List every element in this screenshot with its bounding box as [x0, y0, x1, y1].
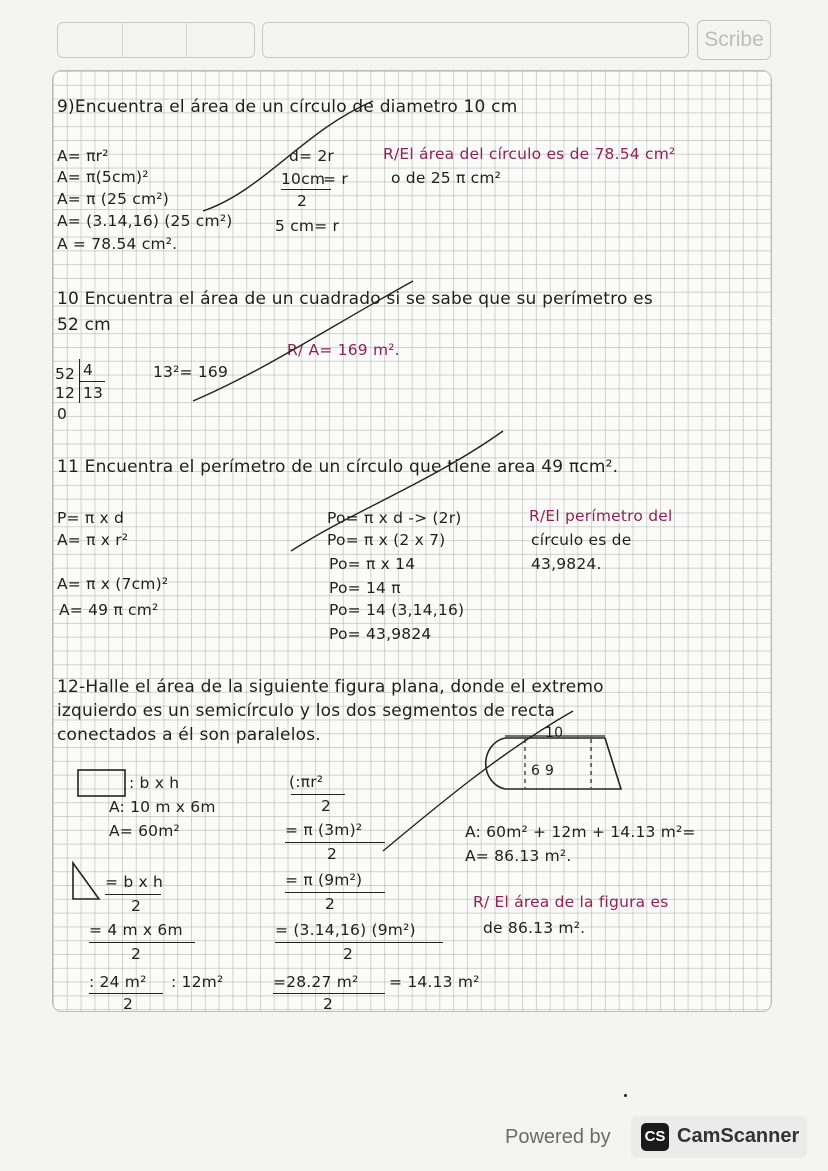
q9-title: 9)Encuentra el área de un círculo de diametro 10 cm: [57, 97, 518, 117]
q10-title: 10 Encuentra el área de un cuadrado si se sabe que su perímetro es: [57, 289, 653, 309]
q11-area-2: A= 49 π cm²: [59, 601, 159, 619]
q10-div-dividend: 52: [55, 365, 76, 383]
q9-answer-line2: o de 25 π cm²: [391, 169, 502, 187]
q12-semi5-result: = 14.13 m²: [389, 973, 480, 991]
q9-line-5: A = 78.54 cm².: [57, 235, 178, 253]
q12-semi-den: 2: [321, 797, 332, 815]
q11-answer-line3: 43,9824.: [531, 555, 602, 573]
q10-div-partial: 12: [55, 384, 76, 402]
q10-div-divisor: 4: [83, 361, 94, 379]
q12-rect-eq: : b x h: [129, 774, 180, 792]
q12-tri-den: 2: [131, 897, 142, 915]
q12-semi2-num: = π (3m)²: [285, 821, 363, 839]
q12-tri-num: = b x h: [105, 873, 164, 891]
q10-div-remainder: 0: [57, 405, 68, 423]
q12-rect-line2: A= 60m²: [109, 822, 180, 840]
q12-sum-1: A: 60m² + 12m + 14.13 m²=: [465, 823, 696, 841]
top-bar: [0, 0, 828, 70]
camscanner-brand: CamScanner: [677, 1125, 800, 1147]
q12-semi2-den: 2: [327, 845, 338, 863]
camscanner-logo-icon: CS: [641, 1123, 669, 1151]
notebook-page: [52, 70, 772, 1012]
q12-title-2: izquierdo es un semicírculo y los dos segmentos de recta: [57, 701, 556, 721]
q12-semi5-num: =28.27 m²: [273, 973, 359, 991]
q9-answer-line1: R/El área del círculo es de 78.54 cm²: [383, 145, 676, 163]
q9-diameter-eq-r: = r: [323, 170, 348, 188]
q9-line-2: A= π(5cm)²: [57, 168, 149, 186]
q12-sum-2: A= 86.13 m².: [465, 847, 572, 865]
q11-answer-line1: R/El perímetro del: [529, 507, 673, 525]
q9-diameter-eq: d= 2r: [289, 147, 334, 165]
q10-title-2: 52 cm: [57, 315, 111, 335]
q12-semi-num: (:πr²: [289, 773, 324, 791]
q9-diameter-num: 10cm: [281, 170, 326, 188]
q11-perimeter-6: Po= 43,9824: [329, 625, 432, 643]
q12-figure-top-label: 10: [545, 725, 564, 741]
q9-line-4: A= (3.14,16) (25 cm²): [57, 212, 233, 230]
q12-semi4-num: = (3.14,16) (9m²): [275, 921, 416, 939]
scribe-brand: Scribe: [697, 20, 771, 60]
q11-perimeter-3: Po= π x 14: [329, 555, 416, 573]
q11-perimeter-1: Po= π x d -> (2r): [327, 509, 462, 527]
q11-perimeter-4: Po= 14 π: [329, 579, 401, 597]
q10-div-quotient: 13: [83, 384, 104, 402]
header-box-left: [57, 22, 255, 58]
q12-tri3-den: 2: [123, 995, 134, 1012]
q11-area-1: A= π x (7cm)²: [57, 575, 169, 593]
q10-answer: R/ A= 169 m².: [287, 341, 400, 359]
q10-square-eq: 13²= 169: [153, 363, 229, 381]
q12-figure-mid-label: 6: [531, 763, 541, 779]
q11-formula-area: A= π x r²: [57, 531, 129, 549]
q12-semi4-den: 2: [343, 945, 354, 963]
powered-by-text: Powered by: [505, 1126, 611, 1148]
q9-line-3: A= π (25 cm²): [57, 190, 169, 208]
q12-tri3-num: : 24 m²: [89, 973, 147, 991]
q12-figure-mid-label-2: 9: [545, 763, 555, 779]
header-box-title: [262, 22, 689, 58]
q12-semi3-den: 2: [325, 895, 336, 913]
q11-answer-line2: círculo es de: [531, 531, 632, 549]
q12-title-1: 12-Halle el área de la siguiente figura plana, donde el extremo: [57, 677, 604, 697]
q12-answer-line2: de 86.13 m².: [483, 919, 586, 937]
q12-rect-line1: A: 10 m x 6m: [109, 798, 216, 816]
q12-tri2-num: = 4 m x 6m: [89, 921, 183, 939]
q12-semi3-num: = π (9m²): [285, 871, 363, 889]
q12-semi5-den: 2: [323, 995, 334, 1012]
q11-title: 11 Encuentra el perímetro de un círculo que tiene area 49 πcm².: [57, 457, 619, 477]
q11-perimeter-5: Po= 14 (3,14,16): [329, 601, 465, 619]
q12-answer-line1: R/ El área de la figura es: [473, 893, 669, 911]
q11-formula-perimeter: P= π x d: [57, 509, 125, 527]
q12-tri2-den: 2: [131, 945, 142, 963]
q9-diameter-den: 2: [297, 192, 308, 210]
q11-perimeter-2: Po= π x (2 x 7): [327, 531, 446, 549]
q9-radius: 5 cm= r: [275, 217, 340, 235]
q9-line-1: A= πr²: [57, 147, 109, 165]
q12-figure: [53, 71, 771, 1011]
q12-tri3-result: : 12m²: [171, 973, 224, 991]
page-dot: [624, 1094, 627, 1097]
q12-title-3: conectados a él son paralelos.: [57, 725, 321, 745]
